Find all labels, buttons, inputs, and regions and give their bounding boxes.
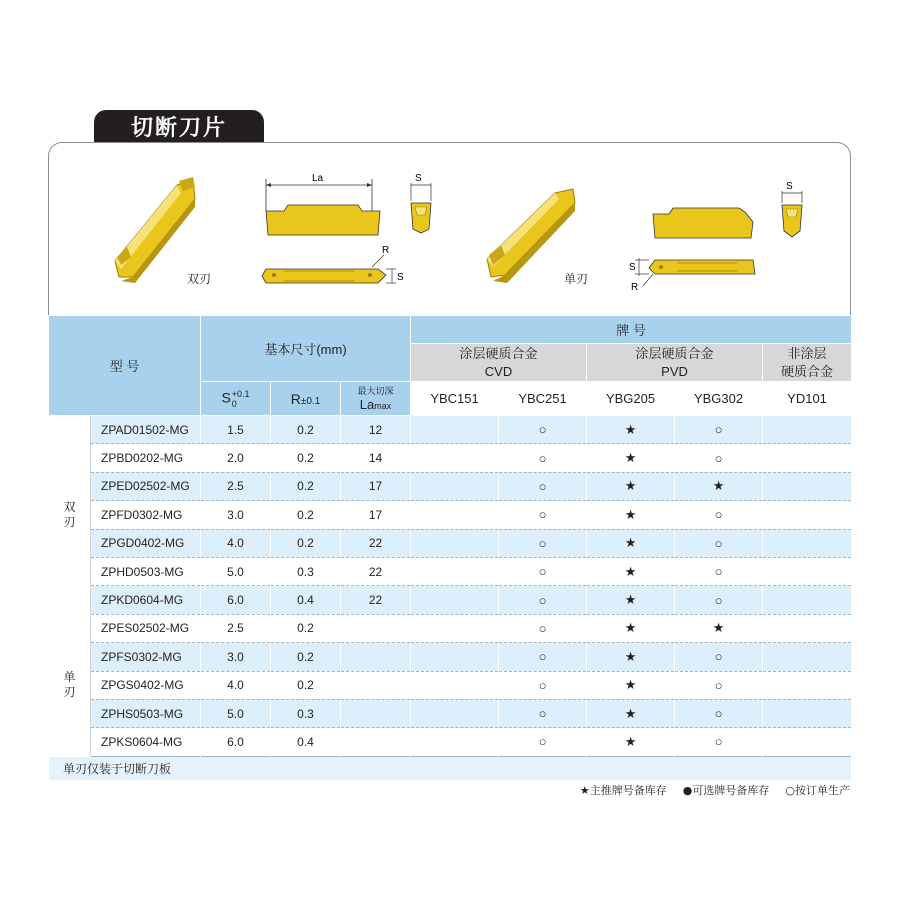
grade-mark-cell [411,416,499,444]
model-cell: ZPHS0503-MG [91,699,201,727]
table-row [49,586,852,614]
La-cell: 22 [341,557,411,585]
grade-mark-cell [411,529,499,557]
table-row [49,614,852,642]
S-cell: 6.0 [201,586,271,614]
grade-col-4: YD101 [763,382,852,416]
grade-mark-cell [763,416,852,444]
model-cell: ZPES02502-MG [91,614,201,642]
La-cell [341,671,411,699]
model-cell: ZPFS0302-MG [91,643,201,671]
R-cell: 0.2 [271,614,341,642]
grade-mark-cell [763,444,852,472]
R-cell: 0.3 [271,699,341,727]
S-cell: 2.5 [201,472,271,500]
R-cell: 0.4 [271,586,341,614]
La-cell [341,643,411,671]
S-cell: 5.0 [201,699,271,727]
group-double: 双 刃 [49,416,91,615]
grade-mark-cell: ○ [499,671,587,699]
illustration-panel [48,142,851,322]
grade-mark-cell: ○ [499,557,587,585]
grade-mark-cell [411,671,499,699]
svg-text:La: La [312,173,324,184]
S-cell: 3.0 [201,501,271,529]
model-cell: ZPGS0402-MG [91,671,201,699]
grade-mark-cell [411,501,499,529]
group-single: 单 刃 [49,614,91,756]
grade-mark-cell: ○ [499,529,587,557]
table-row [49,416,852,444]
grade-mark-cell: ○ [675,699,763,727]
svg-text:S: S [629,262,636,273]
grade-mark-cell: ★ [587,444,675,472]
grade-mark-cell [411,699,499,727]
grade-mark-cell: ★ [587,671,675,699]
grade-mark-cell: ○ [499,586,587,614]
S-cell: 2.5 [201,614,271,642]
grade-mark-cell: ○ [499,416,587,444]
grade-mark-cell [411,614,499,642]
grade-mark-cell: ○ [675,501,763,529]
grade-header: 牌 号 [411,316,852,344]
page-title: 切断刀片 [94,110,264,142]
grade-mark-cell: ★ [587,586,675,614]
table-row [49,444,852,472]
uncoated-header: 非涂层 硬质合金 [763,344,852,382]
grade-mark-cell [411,728,499,756]
R-cell: 0.2 [271,529,341,557]
grade-mark-cell [763,643,852,671]
double-insert-image [107,173,202,283]
grade-mark-cell: ○ [675,643,763,671]
R-cell: 0.2 [271,444,341,472]
model-cell: ZPBD0202-MG [91,444,201,472]
table-row [49,643,852,671]
col-La-header: 最大切深 Lamax [341,382,411,416]
grade-mark-cell: ★ [587,643,675,671]
svg-text:S: S [415,173,422,184]
grade-mark-cell [763,614,852,642]
La-cell: 22 [341,529,411,557]
grade-mark-cell: ○ [675,586,763,614]
La-cell: 17 [341,501,411,529]
S-cell: 5.0 [201,557,271,585]
grade-mark-cell [411,643,499,671]
single-label: 单刃 [564,272,589,286]
grade-mark-cell [763,728,852,756]
grade-mark-cell [763,557,852,585]
grade-mark-cell [411,557,499,585]
legend [580,782,850,798]
grade-col-1: YBC251 [499,382,587,416]
grade-mark-cell: ○ [675,444,763,472]
S-cell: 1.5 [201,416,271,444]
S-cell: 2.0 [201,444,271,472]
double-label: 双刃 [187,272,212,286]
grade-mark-cell [411,444,499,472]
table-row [49,501,852,529]
model-cell: ZPKS0604-MG [91,728,201,756]
grade-col-0: YBC151 [411,382,499,416]
double-dim-S2 [384,261,409,291]
S-cell: 4.0 [201,671,271,699]
model-header: 型 号 [49,316,201,416]
cvd-group-header: 涂层硬质合金 CVD [411,344,587,382]
model-cell: ZPKD0604-MG [91,586,201,614]
grade-mark-cell: ★ [587,501,675,529]
grade-mark-cell: ○ [675,529,763,557]
grade-mark-cell: ○ [675,416,763,444]
grade-mark-cell: ★ [675,614,763,642]
R-cell: 0.2 [271,643,341,671]
col-S-header: S +0.1 0 [201,382,271,416]
R-cell: 0.2 [271,671,341,699]
La-cell: 22 [341,586,411,614]
S-cell: 3.0 [201,643,271,671]
grade-mark-cell: ★ [587,614,675,642]
R-cell: 0.3 [271,557,341,585]
legend-circle: ○按订单生产 [785,784,850,797]
table-row [49,529,852,557]
grade-mark-cell [411,586,499,614]
grade-mark-cell [763,529,852,557]
legend-dot: ●可选牌号备库存 [682,784,770,797]
model-cell: ZPED02502-MG [91,472,201,500]
table-note: 单刃仅装于切断刀板 [49,756,852,780]
pvd-group-header: 涂层硬质合金 PVD [587,344,763,382]
S-cell: 4.0 [201,529,271,557]
R-cell: 0.2 [271,472,341,500]
single-end-view [777,179,807,241]
grade-mark-cell: ○ [675,671,763,699]
grade-mark-cell [763,699,852,727]
grade-mark-cell: ○ [499,444,587,472]
table-row [49,728,852,756]
grade-mark-cell [763,586,852,614]
double-side-view [254,171,389,291]
table-row [49,671,852,699]
col-R-header: R±0.1 [271,382,341,416]
La-cell: 12 [341,416,411,444]
double-end-view [406,171,436,241]
table-row [49,699,852,727]
svg-text:S: S [786,181,793,192]
La-cell [341,728,411,756]
model-cell: ZPFD0302-MG [91,501,201,529]
legend-star: ★主推牌号备库存 [579,784,667,797]
grade-mark-cell: ○ [675,557,763,585]
grade-mark-cell: ○ [499,501,587,529]
model-cell: ZPGD0402-MG [91,529,201,557]
model-cell: ZPAD01502-MG [91,416,201,444]
La-cell [341,699,411,727]
model-cell: ZPHD0503-MG [91,557,201,585]
table-row [49,472,852,500]
grade-mark-cell: ○ [499,614,587,642]
La-cell [341,614,411,642]
grade-mark-cell [763,501,852,529]
S-cell: 6.0 [201,728,271,756]
grade-mark-cell: ○ [499,472,587,500]
table-row [49,557,852,585]
grade-mark-cell [763,472,852,500]
grade-mark-cell: ★ [587,557,675,585]
La-cell: 14 [341,444,411,472]
grade-mark-cell: ★ [587,529,675,557]
svg-text:S: S [397,272,404,283]
grade-mark-cell: ★ [587,472,675,500]
grade-mark-cell [763,671,852,699]
La-cell: 17 [341,472,411,500]
svg-text:R: R [631,282,639,293]
grade-mark-cell: ★ [587,699,675,727]
spec-table [48,315,852,781]
grade-mark-cell: ○ [499,643,587,671]
grade-col-3: YBG302 [675,382,763,416]
R-cell: 0.2 [271,416,341,444]
grade-mark-cell [411,472,499,500]
single-side-view [627,198,762,293]
R-cell: 0.2 [271,501,341,529]
grade-mark-cell: ○ [675,728,763,756]
grade-mark-cell: ○ [499,728,587,756]
R-cell: 0.4 [271,728,341,756]
grade-col-2: YBG205 [587,382,675,416]
basic-dims-header: 基本尺寸(mm) [201,316,411,382]
grade-mark-cell: ★ [675,472,763,500]
grade-mark-cell: ★ [587,728,675,756]
svg-text:R: R [382,245,389,256]
grade-mark-cell: ○ [499,699,587,727]
grade-mark-cell: ★ [587,416,675,444]
